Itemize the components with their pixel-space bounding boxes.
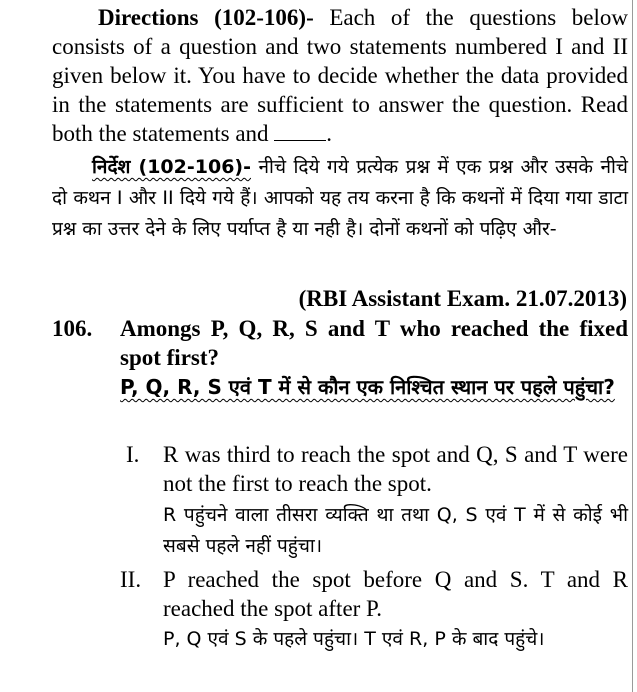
statement-2-hindi: P, Q एवं S के पहले पहुंचा। T एवं R, P के बाद पहुंचे। [163, 628, 545, 650]
hindi-directions-heading: निर्देश (102-106)- [92, 156, 251, 178]
page-border [632, 0, 633, 692]
statement-1-number: I. [126, 442, 140, 467]
answer-blank [274, 122, 326, 141]
directions-heading: Directions (102-106)- [98, 5, 314, 30]
statement-1-english: R was third to reach the spot and Q, S and T were not the first to reach the spot. [163, 442, 628, 496]
directions-paragraph [52, 3, 628, 148]
statement-2-number: II. [120, 567, 142, 592]
exam-source: (RBI Assistant Exam. 21.07.2013) [298, 286, 627, 311]
statement-1-hindi: R पहुंचने वाला तीसरा व्यक्ति था तथा Q, S एवं T में से कोई भी सबसे पहले नहीं पहुंचा। [163, 504, 628, 557]
directions-text: Each of the questions below consists of a question and two statements numbered I and II given below it. You have to decide whether the data provided in the statements are sufficient to answer the question. Read both the statements and [52, 5, 629, 146]
question-number: 106. [52, 316, 93, 341]
directions-end: . [326, 121, 333, 146]
statement-2-english: P reached the spot before Q and S. T and R reached the spot after P. [163, 567, 628, 621]
hindi-directions-paragraph [52, 152, 628, 245]
hindi-directions-text: नीचे दिये गये प्रत्येक प्रश्न में एक प्रश्न और उसके नीचे दो कथन I और II दिये गये हैं। आपको यह तय करना है कि कथनों में दिया गया डाटा प्रश्न का उत्तर देने के लिए पर्याप्त है या नही है। दोनों कथनों को पढ़िए और- [52, 156, 628, 240]
question-text-hindi [120, 370, 628, 404]
question-text-english: Amongs P, Q, R, S and T who reached the fixed spot first? [120, 316, 628, 370]
question-text-hindi-span: P, Q, R, S एवं T में से कौन एक निश्चित स्थान पर पहले पहुंचा? [120, 375, 615, 399]
